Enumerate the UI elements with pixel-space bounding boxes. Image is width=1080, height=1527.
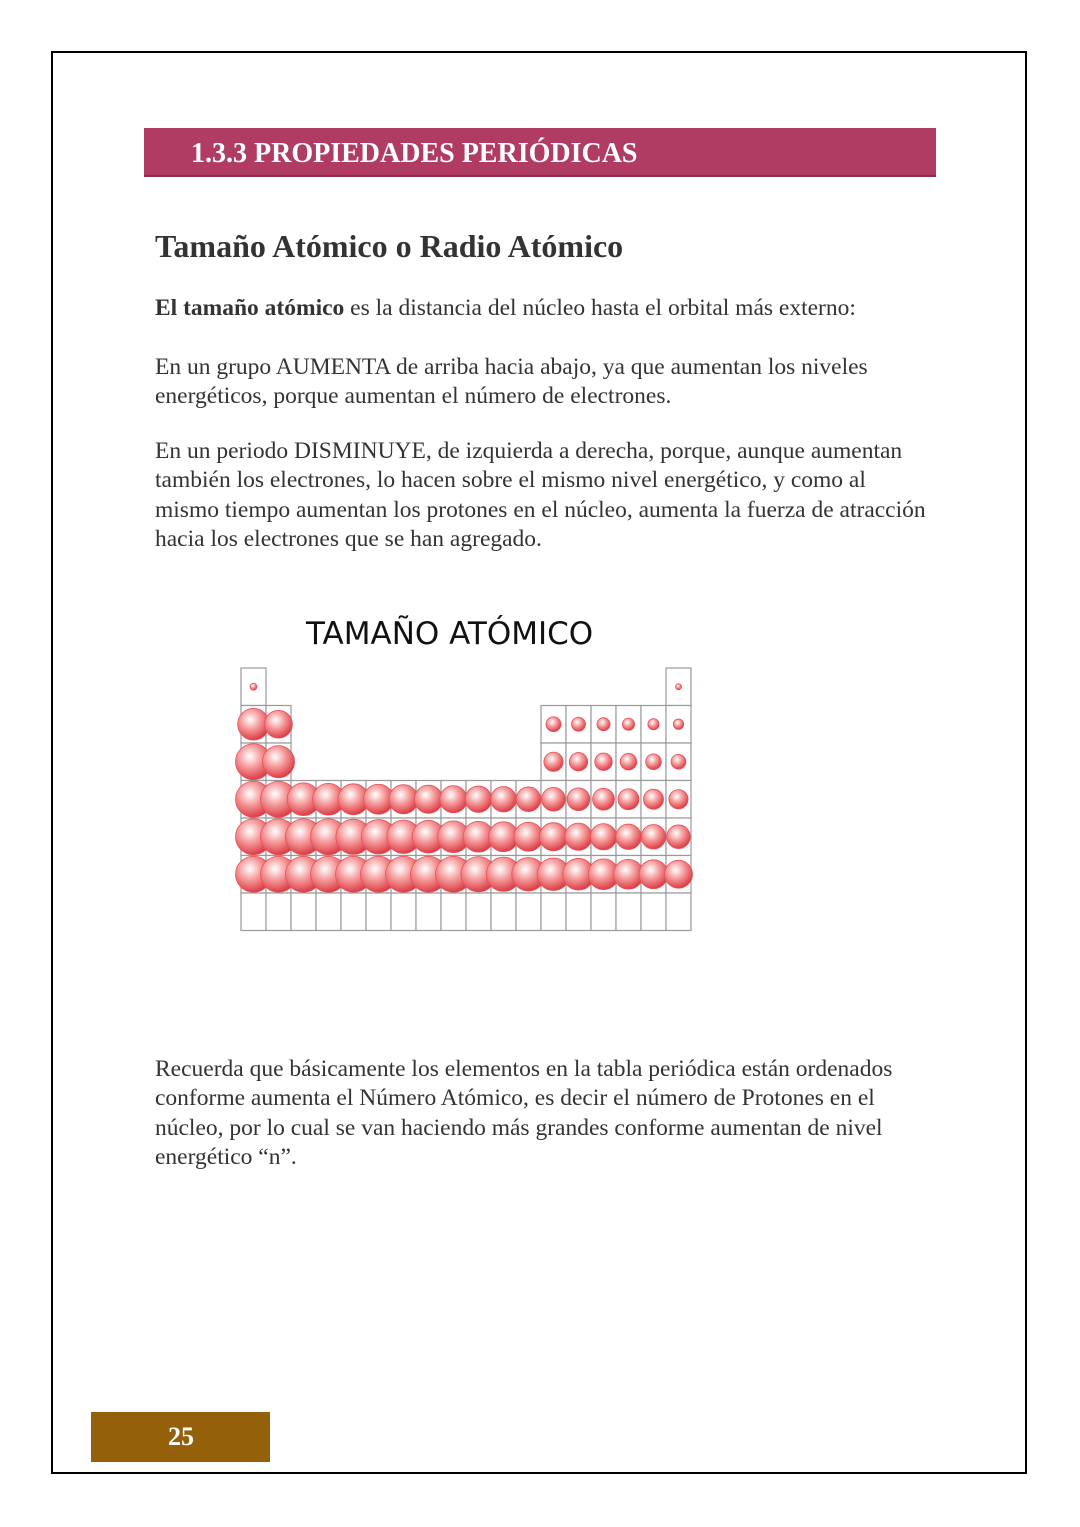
section-banner: [144, 128, 936, 177]
page-number-box: [91, 1412, 270, 1462]
element-cell: [266, 893, 291, 931]
atom-sphere: [514, 822, 543, 851]
atom-sphere: [546, 717, 561, 732]
atom-sphere: [646, 754, 662, 770]
atom-sphere: [620, 753, 637, 770]
element-cell: [391, 893, 416, 931]
intro-bold: El tamaño atómico: [155, 295, 345, 321]
element-cell: [516, 893, 541, 931]
atom-sphere: [618, 789, 639, 810]
atom-sphere: [465, 786, 491, 812]
atom-sphere: [414, 785, 442, 813]
atom-sphere: [669, 790, 688, 809]
atom-sphere: [643, 789, 663, 809]
element-cell: [641, 893, 666, 931]
element-cell: [566, 893, 591, 931]
atom-sphere: [641, 825, 666, 850]
page-number: 25: [168, 1422, 194, 1451]
atom-sphere: [440, 786, 467, 813]
element-cell: [466, 893, 491, 931]
atom-sphere: [673, 719, 683, 729]
element-cell: [291, 893, 316, 931]
atom-sphere: [667, 825, 691, 849]
atom-sphere: [491, 787, 517, 813]
atom-sphere: [389, 785, 418, 814]
period-paragraph: En un periodo DISMINUYE, de izquierda a derecha, porque, aunque aumentan también los electrones, lo hacen sobre el mismo nivel energético, y como al mismo tiempo aumentan los protones en el núcleo, aumenta la fuerza de atracción hacia los electrones que se han agregado.: [155, 438, 926, 552]
element-cell: [666, 893, 691, 931]
section-title: 1.3.3 PROPIEDADES PERIÓDICAS: [191, 138, 638, 169]
atom-sphere: [265, 710, 293, 738]
atom-sphere: [590, 824, 616, 850]
atom-sphere: [648, 719, 659, 730]
atom-sphere: [597, 718, 610, 731]
atom-sphere: [544, 752, 563, 771]
group-paragraph: En un grupo AUMENTA de arriba hacia abajo, ya que aumentan los niveles energéticos, porque aumentan el número de electrones.: [155, 354, 868, 410]
atom-sphere: [250, 683, 257, 690]
atom-sphere: [595, 753, 613, 771]
periodic-table-figure: [230, 660, 710, 950]
atom-sphere: [539, 823, 567, 851]
atom-sphere: [593, 788, 615, 810]
atom-sphere: [639, 860, 668, 889]
element-cell: [591, 893, 616, 931]
intro-rest: es la distancia del núcleo hasta el orbital más externo:: [344, 295, 856, 321]
atom-sphere: [262, 746, 294, 778]
recuerda-paragraph: Recuerda que básicamente los elementos en la tabla periódica están ordenados conforme aumenta el Número Atómico, es decir el número de Protones en el núcleo, por lo cual se van haciendo más grandes conforme aumentan de nivel energético “n”.: [155, 1056, 893, 1170]
atom-sphere: [569, 753, 587, 771]
atom-sphere: [542, 787, 566, 811]
atom-sphere: [565, 823, 592, 850]
element-cell: [491, 893, 516, 931]
atom-sphere: [622, 718, 634, 730]
element-cell: [441, 893, 466, 931]
element-cell: [616, 893, 641, 931]
intro-paragraph: [155, 294, 945, 323]
element-cell: [316, 893, 341, 931]
atom-sphere: [671, 754, 686, 769]
atom-sphere: [516, 787, 541, 812]
atom-sphere: [572, 717, 586, 731]
element-cell: [366, 893, 391, 931]
figure-title: TAMAÑO ATÓMICO: [306, 616, 594, 652]
atom-sphere: [665, 860, 693, 888]
element-cell: [416, 893, 441, 931]
atom-sphere: [567, 788, 590, 811]
element-cell: [341, 893, 366, 931]
element-cell: [241, 893, 266, 931]
atom-sphere: [616, 824, 641, 849]
heading: Tamaño Atómico o Radio Atómico: [155, 228, 624, 264]
element-cell: [541, 893, 566, 931]
atom-sphere: [676, 684, 682, 690]
